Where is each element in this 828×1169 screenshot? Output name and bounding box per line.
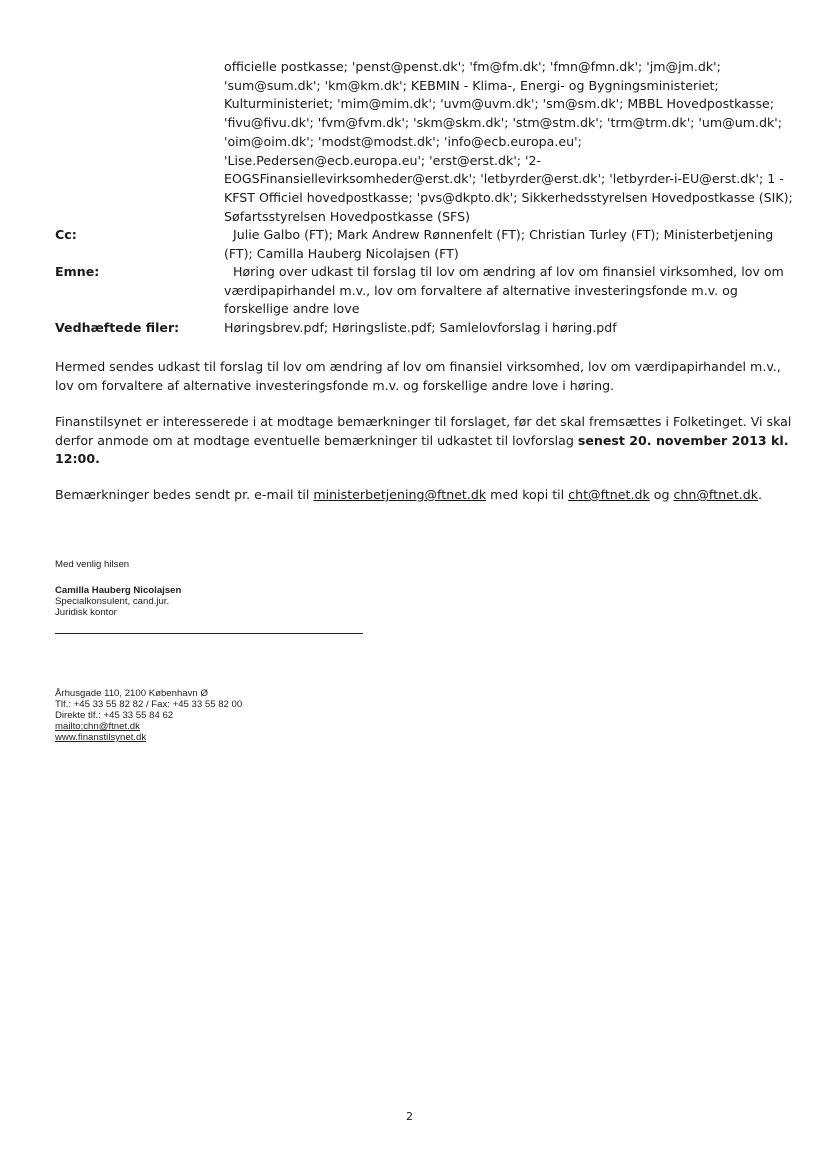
to-line: officielle postkasse; 'penst@penst.dk'; 'fm@fm.dk'; 'fmn@fmn.dk'; 'jm@jm.dk'; — [224, 59, 721, 74]
paragraph-deadline — [55, 413, 795, 469]
deadline-time: 12:00. — [55, 451, 100, 467]
deadline-suffix: kl. — [766, 432, 789, 448]
paragraph-contact — [55, 486, 795, 505]
paragraph-text: derfor anmode om at modtage eventuelle bemærkninger til udkastet til lovforslag — [55, 432, 578, 448]
signature-greeting — [55, 559, 129, 570]
paragraph-text: med kopi til — [486, 487, 569, 502]
subject-line: værdipapirhandel m.v., lov om forvaltere af alternative investeringsfonde m.v. og — [224, 282, 738, 298]
paragraph-line — [55, 432, 795, 451]
deadline-date: senest 20. november 2013 — [577, 432, 767, 448]
paragraph-line: Finanstilsynet er interesserede i at modtage bemærkninger til forslaget, før det skal fremsættes i Folketinget. Vi skal — [55, 414, 792, 429]
to-line: 'oim@oim.dk'; 'modst@modst.dk'; 'info@ecb.europa.eu'; — [224, 133, 582, 149]
subject-line: Høring over udkast til forslag til lov om ændring af lov om finansiel virksomhed, lov om — [233, 264, 784, 279]
to-line: 'fivu@fivu.dk'; 'fvm@fvm.dk'; 'skm@skm.dk'; 'stm@stm.dk'; 'trm@trm.dk'; 'um@um.dk'; — [224, 115, 782, 131]
email-link-cht[interactable]: cht@ftnet.dk — [568, 487, 650, 502]
website-link[interactable]: www.finanstilsynet.dk — [55, 732, 147, 743]
to-line: 'Lise.Pedersen@ecb.europa.eu'; 'erst@erst.dk'; '2- — [224, 152, 542, 168]
cc-line: Julie Galbo (FT); Mark Andrew Rønnenfelt (FT); Christian Turley (FT); Ministerbetjening — [233, 227, 774, 242]
to-line: KFST Officiel hovedpostkasse; 'pvs@dkpto.dk'; Sikkerhedsstyrelsen Hovedpostkasse (SIK); — [224, 189, 793, 205]
to-line: Kulturministeriet; 'mim@mim.dk'; 'uvm@uvm.dk'; 'sm@sm.dk'; MBBL Hovedpostkasse; — [224, 96, 775, 112]
subject — [224, 263, 789, 319]
attachments: Høringsbrev.pdf; Høringsliste.pdf; Samlelovforslag i høring.pdf — [224, 320, 617, 335]
paragraph-text: Bemærkninger bedes sendt pr. e-mail til — [55, 487, 314, 502]
cc-recipients — [224, 226, 789, 263]
attachments-list — [224, 319, 789, 338]
paragraph-text: og — [649, 487, 674, 502]
paragraph-line: lov om forvaltere af alternative investeringsfonde m.v. og forskellige andre love i høring. — [55, 377, 615, 393]
direct-phone: Direkte tlf.: +45 33 55 84 62 — [55, 710, 174, 721]
paragraph-line: Hermed sendes udkast til forslag til lov om ændring af lov om finansiel virksomhed, lov om værdipapirhandel m.v., — [55, 359, 781, 374]
to-recipients — [224, 58, 793, 226]
phone-fax: Tlf.: +45 33 55 82 82 / Fax: +45 33 55 82 00 — [55, 699, 243, 710]
subject-line: forskellige andre love — [224, 301, 360, 317]
to-line: Søfartsstyrelsen Hovedpostkasse (SFS) — [224, 208, 470, 224]
signature-divider — [55, 633, 363, 634]
to-line: EOGSFinansiellevirksomheder@erst.dk'; 'letbyrder@erst.dk'; 'letbyrder-i-EU@erst.dk'; 1 - — [224, 171, 784, 187]
paragraph-text: . — [758, 487, 763, 502]
to-line: 'sum@sum.dk'; 'km@km.dk'; KEBMIN - Klima-, Energi- og Bygningsministeriet; — [224, 77, 719, 93]
address: Århusgade 110, 2100 København Ø — [55, 688, 208, 699]
cc-line: (FT); Camilla Hauberg Nicolajsen (FT) — [224, 245, 459, 261]
signer-title: Specialkonsulent, cand.jur. — [55, 596, 170, 607]
paragraph-line — [55, 450, 795, 469]
email-link-ministerbetjening[interactable]: ministerbetjening@ftnet.dk — [313, 487, 487, 502]
paragraph-intro — [55, 358, 795, 395]
paragraph-line — [55, 486, 795, 505]
signer-department: Juridisk kontor — [55, 607, 117, 618]
subject-label: Emne: — [55, 264, 100, 279]
page-number: 2 — [406, 1110, 413, 1123]
mailto-link[interactable]: mailto:chn@ftnet.dk — [55, 721, 140, 732]
cc-label: Cc: — [55, 227, 77, 242]
attachments-label: Vedhæftede filer: — [55, 320, 180, 335]
email-link-chn[interactable]: chn@ftnet.dk — [673, 487, 759, 502]
signer-name: Camilla Hauberg Nicolajsen — [55, 585, 182, 596]
contact-block — [55, 688, 242, 743]
greeting: Med venlig hilsen — [55, 559, 130, 570]
signature-block — [55, 585, 181, 618]
email-header — [55, 58, 795, 338]
